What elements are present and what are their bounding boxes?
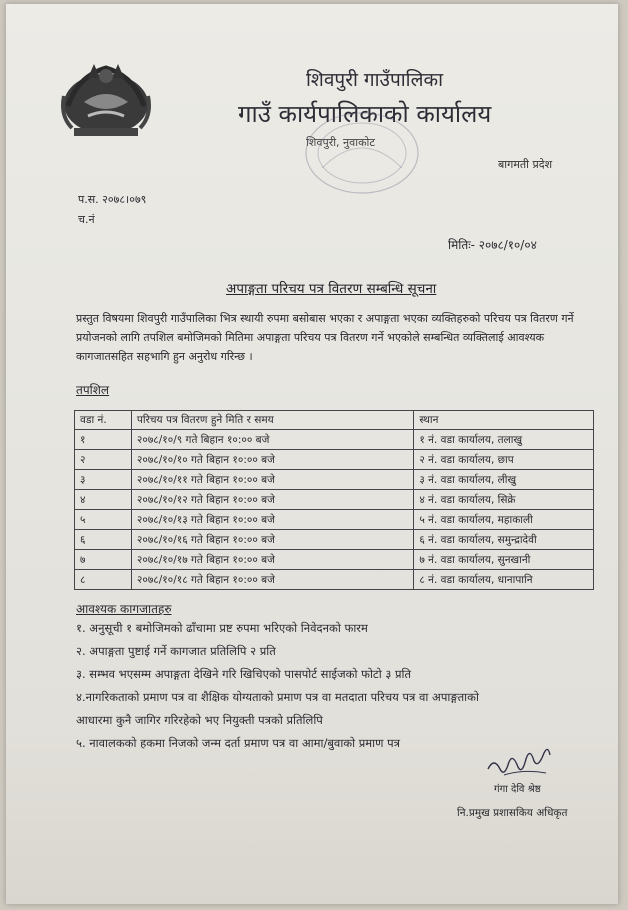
venue: ६ नं. वडा कार्यालय, समुन्द्रादेवी bbox=[414, 530, 594, 550]
venue: ७ नं. वडा कार्यालय, सुनखानी bbox=[414, 550, 594, 570]
office-title: गाउँ कार्यपालिकाको कार्यालय bbox=[238, 100, 492, 128]
table-header-row bbox=[75, 411, 594, 430]
table-row bbox=[75, 470, 594, 490]
table-row bbox=[75, 450, 594, 470]
dispatch-number: च.नं bbox=[78, 213, 95, 226]
requirement-item: १. अनुसूची १ बमोजिमको ढाँचामा प्रष्ट रुपमा भरिएको निवेदनको फारम bbox=[76, 621, 368, 635]
requirement-item: २. अपाङ्गता पुष्टाई गर्ने कागजात प्रतिलिपि २ प्रति bbox=[76, 644, 276, 658]
distribution-datetime: २०७८/१०/११ गते बिहान १०:०० बजे bbox=[131, 470, 413, 490]
requirement-item: ३. सम्भव भएसम्म अपाङ्गता देखिने गरि खिचिएको पासपोर्ट साईजको फोटो ३ प्रति bbox=[76, 667, 412, 681]
office-address: शिवपुरी, नुवाकोट bbox=[306, 136, 375, 149]
table-row bbox=[75, 530, 594, 550]
table-row bbox=[75, 490, 594, 510]
venue: २ नं. वडा कार्यालय, छाप bbox=[414, 450, 594, 470]
venue: १ नं. वडा कार्यालय, तलाखु bbox=[414, 430, 594, 450]
notice-subject: अपाङ्गता परिचय पत्र वितरण सम्बन्धि सूचना bbox=[226, 281, 437, 297]
schedule-table bbox=[74, 410, 594, 590]
distribution-datetime: २०७८/१०/१६ गते बिहान १०:०० बजे bbox=[131, 530, 413, 550]
ward-number: १ bbox=[75, 430, 132, 450]
letter-paper bbox=[6, 4, 618, 904]
schedule-heading: तपशिल bbox=[76, 383, 110, 397]
ward-number: ७ bbox=[75, 550, 132, 570]
table-row bbox=[75, 550, 594, 570]
notice-body: प्रस्तुत विषयमा शिवपुरी गाउँपालिका भित्र स्थायी रुपमा बसोबास भएका र अपाङ्गता भएका व्यक्तिहरुको परिचय पत्र वितरण गर्ने प्रयोजनको लागि तपशिल बमोजिमको मितिमा अपाङ्गता परिचय पत्र वितरण गर्ने भएकोले सम्बन्धित व्यक्तिलाई आवश्यक कागजातसहित सहभागि हुन अनुरोध गरिन्छ । bbox=[76, 312, 574, 363]
requirement-item: आधारमा कुनै जागिर गरिरहेको भए नियुक्ती पत्रको प्रतिलिपि bbox=[76, 713, 323, 727]
handwritten-signature-icon bbox=[484, 739, 554, 781]
nepal-government-emblem-icon bbox=[58, 56, 154, 144]
letter-number: प.स. २०७८।०७९ bbox=[78, 193, 147, 206]
ward-number: ६ bbox=[75, 530, 132, 550]
venue: ३ नं. वडा कार्यालय, लीखु bbox=[414, 470, 594, 490]
column-header: परिचय पत्र वितरण हुने मिति र समय bbox=[131, 411, 413, 430]
requirement-item: ४.नागरिकताको प्रमाण पत्र वा शैक्षिक योग्यताको प्रमाण पत्र वा मतदाता परिचय पत्र वा अपाङ्गताको bbox=[76, 690, 479, 704]
distribution-datetime: २०७८/१०/१८ गते बिहान १०:०० बजे bbox=[131, 570, 413, 590]
distribution-datetime: २०७८/१०/१२ गते बिहान १०:०० बजे bbox=[131, 490, 413, 510]
ward-number: ३ bbox=[75, 470, 132, 490]
office-stamp-icon bbox=[302, 108, 422, 198]
signatory-title: नि.प्रमुख प्रशासकिय अधिकृत bbox=[457, 807, 568, 819]
letter-date: मितिः- २०७८/१०/०४ bbox=[448, 238, 537, 252]
distribution-datetime: २०७८/१०/१० गते बिहान १०:०० बजे bbox=[131, 450, 413, 470]
ward-number: ४ bbox=[75, 490, 132, 510]
distribution-datetime: २०७८/१०/९ गते बिहान १०:०० बजे bbox=[131, 430, 413, 450]
province-name: बागमती प्रदेश bbox=[498, 158, 553, 171]
venue: ८ नं. वडा कार्यालय, धानापानि bbox=[414, 570, 594, 590]
table-row bbox=[75, 510, 594, 530]
venue: ४ नं. वडा कार्यालय, सिक्रे bbox=[414, 490, 594, 510]
column-header: स्थान bbox=[414, 411, 594, 430]
requirement-item: ५. नावालकको हकमा निजको जन्म दर्ता प्रमाण पत्र वा आमा/बुवाको प्रमाण पत्र bbox=[76, 736, 401, 750]
table-row bbox=[75, 570, 594, 590]
distribution-datetime: २०७८/१०/१७ गते बिहान १०:०० बजे bbox=[131, 550, 413, 570]
table-row bbox=[75, 430, 594, 450]
distribution-datetime: २०७८/१०/१३ गते बिहान १०:०० बजे bbox=[131, 510, 413, 530]
signatory-name: गंगा देवि श्रेष्ठ bbox=[494, 784, 541, 795]
office-name: शिवपुरी गाउँपालिका bbox=[306, 69, 443, 91]
ward-number: ८ bbox=[75, 570, 132, 590]
column-header: वडा नं. bbox=[75, 411, 132, 430]
ward-number: २ bbox=[75, 450, 132, 470]
ward-number: ५ bbox=[75, 510, 132, 530]
venue: ५ नं. वडा कार्यालय, महाकाली bbox=[414, 510, 594, 530]
requirements-heading: आवश्यक कागजातहरु bbox=[76, 602, 172, 616]
